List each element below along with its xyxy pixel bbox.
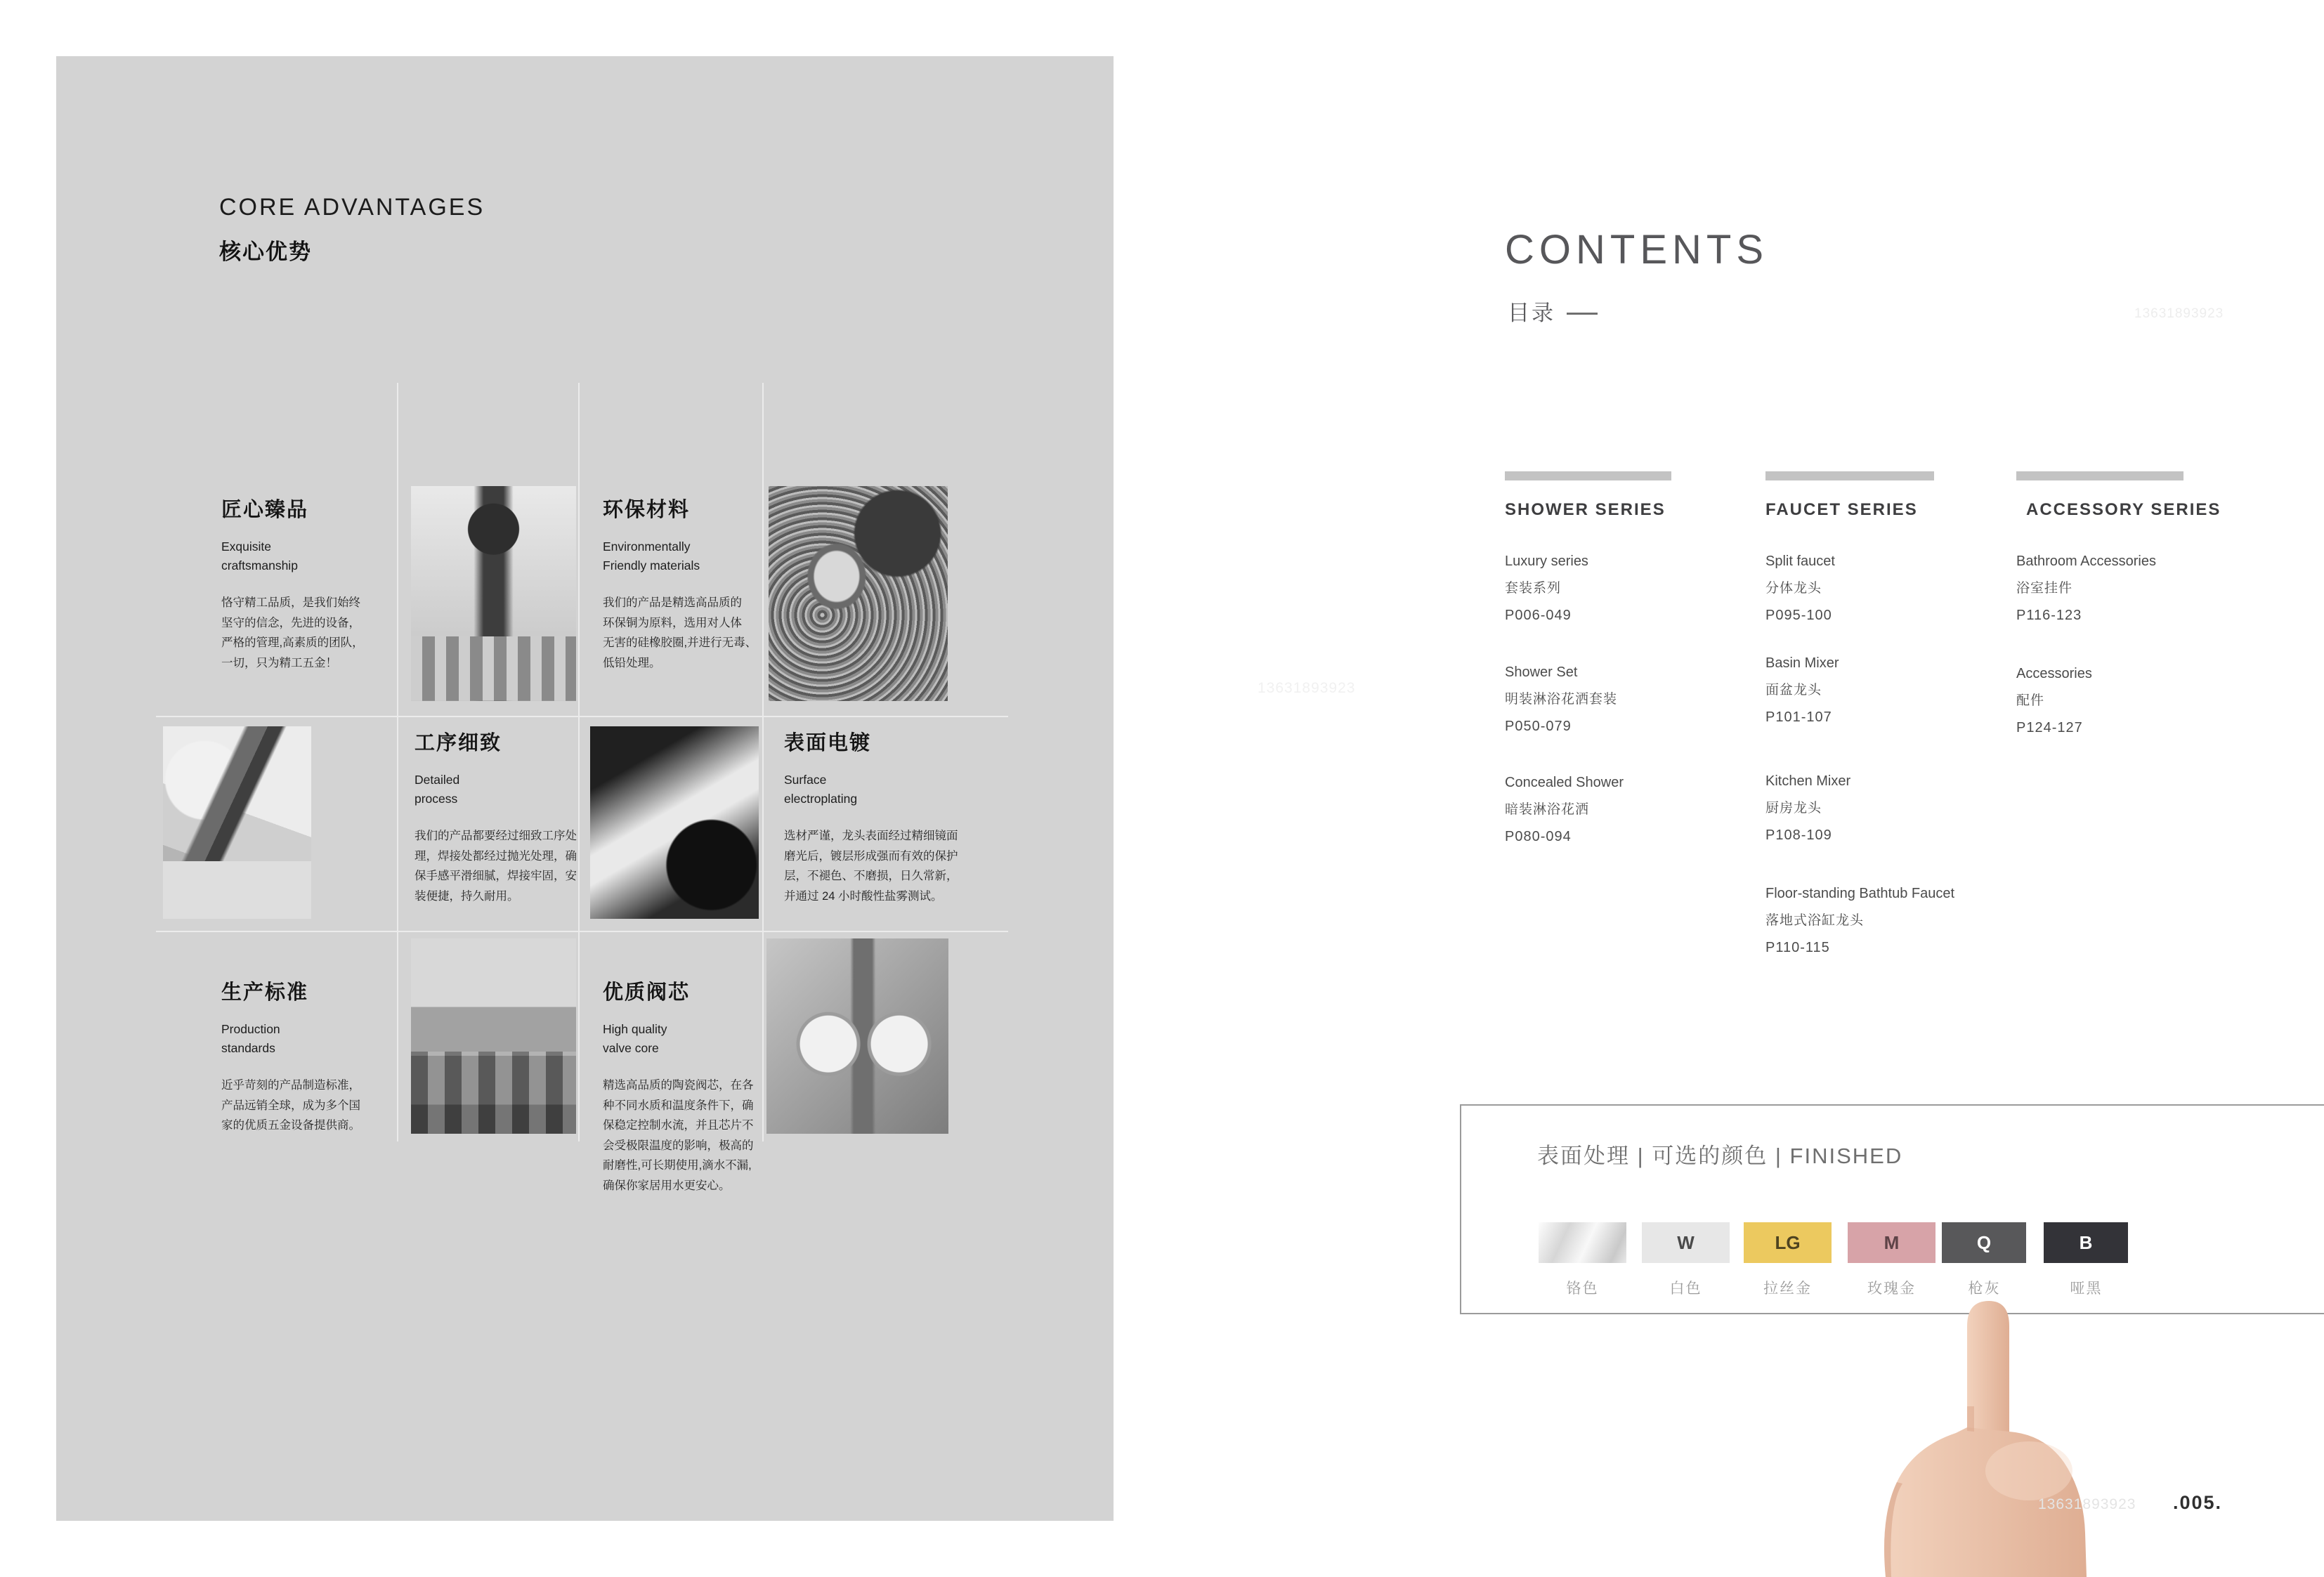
finish-swatch-brushed-gold[interactable] — [1744, 1222, 1832, 1263]
toc-item-title-zh: 落地式浴缸龙头 — [1765, 913, 1865, 928]
toc-item-title-zh: 配件 — [2016, 693, 2045, 708]
advantage-subtitle: High quality valve core — [603, 1022, 667, 1056]
toc-item-pages: P110-115 — [1765, 940, 1830, 955]
toc-item-split-faucet[interactable] — [1765, 554, 1835, 624]
toc-item-title-zh: 厨房龙头 — [1765, 801, 1822, 816]
toc-column-accessory-series — [2016, 471, 2221, 735]
finish-code: Q — [1976, 1231, 1992, 1253]
contents-subtitle — [1508, 295, 1598, 327]
watermark-text: 13631893923 — [1258, 680, 1356, 696]
finish-code: M — [1884, 1231, 1900, 1253]
page-title-zh: 核心优势 — [219, 240, 312, 264]
toc-item-title-zh: 分体龙头 — [1765, 581, 1822, 596]
finish-code: LG — [1775, 1231, 1801, 1253]
finish-code: W — [1677, 1231, 1695, 1253]
toc-item-title-en: Concealed Shower — [1505, 775, 1624, 790]
finish-code: B — [2079, 1231, 2093, 1253]
advantage-title: 工序细致 — [414, 732, 502, 754]
advantage-body: 选材严谨，龙头表面经过精细镜面 磨光后，镀层形成强而有效的保护 层，不褪色、不磨损，日久常新， 并通过 24 小时酸性盐雾测试。 — [784, 830, 958, 903]
toc-item-bathroom-accessories[interactable] — [2016, 554, 2156, 624]
finish-label: 铬色 — [1566, 1281, 1599, 1297]
contents-title: CONTENTS — [1505, 227, 1768, 273]
advantage-title: 表面电镀 — [784, 732, 872, 754]
toc-item-pages: P116-123 — [2016, 608, 2082, 623]
toc-item-basin-mixer[interactable] — [1765, 655, 1839, 726]
left-page-core-advantages — [56, 56, 1114, 1521]
pointing-hand-image — [1818, 1294, 2120, 1577]
advantage-subtitle: Exquisite craftsmanship — [221, 539, 298, 573]
finishes-panel — [1460, 1104, 2324, 1314]
toc-item-title-en: Kitchen Mixer — [1765, 773, 1851, 789]
photo-hand-polishing — [590, 726, 759, 919]
advantages-grid — [156, 383, 1008, 1192]
toc-item-title-en: Accessories — [2016, 666, 2092, 681]
finish-swatch-rose-gold[interactable] — [1848, 1222, 1935, 1263]
toc-column-shower-series — [1505, 471, 1695, 844]
toc-column-heading: FAUCET SERIES — [1765, 500, 1918, 519]
toc-item-title-zh: 套装系列 — [1505, 581, 1562, 596]
toc-item-kitchen-mixer[interactable] — [1765, 773, 1850, 844]
toc-item-pages: P080-094 — [1505, 829, 1572, 844]
advantage-cell-standards — [221, 976, 432, 1136]
finish-label: 枪灰 — [1968, 1281, 2001, 1297]
advantage-title: 生产标准 — [221, 981, 309, 1004]
advantage-title: 匠心臻品 — [221, 499, 309, 521]
advantage-cell-craftsmanship — [221, 494, 432, 673]
photo-cnc-drilling — [163, 726, 311, 919]
underscore-line — [1567, 313, 1598, 315]
grid-divider — [156, 716, 1008, 717]
toc-column-heading: ACCESSORY SERIES — [2026, 500, 2221, 519]
advantage-title: 优质阀芯 — [603, 981, 691, 1004]
toc-item-accessories[interactable] — [2016, 666, 2092, 736]
advantage-body: 我们的产品都要经过细致工序处 理，焊接处都经过抛光处理，确 保手感平滑细腻，焊接牢固，安 装便捷，持久耐用。 — [414, 830, 577, 903]
finish-swatch-chrome[interactable] — [1539, 1222, 1626, 1263]
toc-item-pages: P124-127 — [2016, 720, 2083, 735]
finish-swatch-matte-black[interactable] — [2044, 1222, 2128, 1263]
page-title-en: CORE ADVANTAGES — [219, 194, 485, 221]
toc-column-heading: SHOWER SERIES — [1505, 500, 1666, 519]
toc-item-pages: P006-049 — [1505, 608, 1572, 623]
advantage-body: 恪守精工品质，是我们始终 坚守的信念，先进的设备， 严格的管理,高素质的团队， 一切，只为精工五金！ — [221, 596, 364, 669]
toc-item-concealed-shower[interactable] — [1505, 775, 1624, 845]
toc-item-pages: P050-079 — [1505, 719, 1572, 734]
toc-item-shower-set[interactable] — [1505, 665, 1617, 735]
toc-item-pages: P108-109 — [1765, 827, 1832, 843]
page-number: .005. — [2173, 1492, 2223, 1513]
advantage-body: 近乎苛刻的产品制造标准， 产品远销全球，成为多个国 家的优质五金设备提供商。 — [221, 1079, 360, 1132]
toc-item-luxury-series[interactable] — [1505, 554, 1588, 624]
toc-item-title-en: Shower Set — [1505, 665, 1578, 680]
toc-item-title-en: Split faucet — [1765, 554, 1835, 569]
advantage-subtitle: Environmentally Friendly materials — [603, 539, 700, 573]
advantage-cell-electroplating — [784, 727, 1002, 906]
watermark-text: 13631893923 — [2134, 306, 2224, 321]
finish-label: 玫瑰金 — [1867, 1281, 1916, 1297]
advantage-subtitle: Surface electroplating — [784, 773, 858, 806]
finish-label: 白色 — [1669, 1281, 1702, 1297]
toc-item-title-zh: 暗装淋浴花洒 — [1505, 802, 1590, 817]
toc-item-title-en: Basin Mixer — [1765, 655, 1839, 671]
advantage-subtitle: Production standards — [221, 1022, 280, 1056]
photo-metal-shavings — [769, 486, 948, 701]
finish-label: 哑黑 — [2070, 1281, 2103, 1297]
toc-column-faucet-series — [1765, 471, 1955, 955]
finish-swatch-white[interactable] — [1642, 1222, 1730, 1263]
photo-shower-valve-knobs — [766, 938, 948, 1134]
page-title — [219, 194, 485, 266]
toc-item-pages: P095-100 — [1765, 608, 1832, 623]
advantage-body: 精选高品质的陶瓷阀芯，在各 种不同水质和温度条件下，确 保稳定控制水流，并且芯片不 会受极限温度的影响，极高的 耐磨性,可长期使用,滴水不漏, 确保你家居用水更安心。 — [603, 1079, 754, 1192]
toc-column-bar — [1505, 471, 1671, 480]
toc-item-title-zh: 浴室挂件 — [2016, 581, 2073, 596]
toc-item-title-en: Luxury series — [1505, 554, 1588, 569]
advantage-body: 我们的产品是精选高品质的 环保铜为原料，选用对人体 无害的硅橡胶圈,并进行无毒、 低铅处理。 — [603, 596, 757, 669]
toc-column-bar — [2016, 471, 2183, 480]
toc-item-title-zh: 面盆龙头 — [1765, 683, 1822, 698]
toc-item-floor-standing-bathtub-faucet[interactable] — [1765, 886, 1954, 956]
finish-label: 拉丝金 — [1763, 1281, 1812, 1297]
toc-column-bar — [1765, 471, 1934, 480]
watermark-text: 13631893923 — [2038, 1496, 2136, 1512]
toc-item-title-en: Floor-standing Bathtub Faucet — [1765, 886, 1955, 901]
advantage-title: 环保材料 — [603, 499, 691, 521]
contents-subtitle-zh: 目录 — [1508, 301, 1555, 325]
finish-swatch-gun-gray[interactable] — [1942, 1222, 2026, 1263]
toc-item-title-en: Bathroom Accessories — [2016, 554, 2156, 569]
pointing-hand-graphic — [1818, 1294, 2120, 1577]
photo-factory-floor — [411, 938, 576, 1134]
toc-item-pages: P101-107 — [1765, 709, 1832, 725]
finishes-title: 表面处理 | 可选的颜色 | FINISHED — [1537, 1144, 1903, 1168]
grid-divider — [156, 931, 1008, 932]
advantage-subtitle: Detailed process — [414, 773, 460, 806]
photo-machining-equipment — [411, 486, 576, 701]
toc-item-title-zh: 明装淋浴花洒套装 — [1505, 692, 1618, 707]
